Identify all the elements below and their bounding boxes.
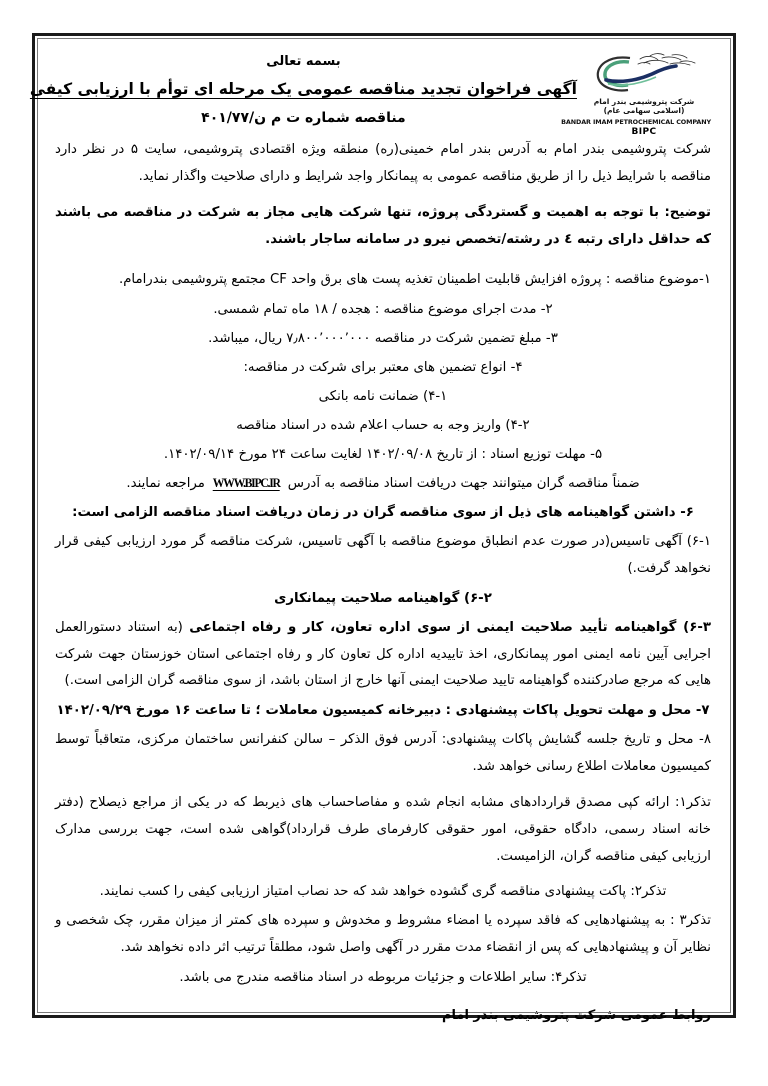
document-body (29, 36, 733, 1023)
note-2: تذکر۲: پاکت پیشنهادی مناقصه گری گشوده خواهد شد که حد نصاب امتیاز ارزیابی کیفی را کسب نمایند. (99, 884, 667, 900)
header-titles (0, 46, 577, 129)
logo-abbreviation: BIPC (631, 127, 657, 137)
document-footer: روابط عمومی شرکت پتروشیمی بندر امام (441, 1007, 711, 1023)
item-6-1-establishment-notice: ۶-۱) آگهی تاسیس(در صورت عدم انطباق موضوع مناقصه با آگهی تاسیس، شرکت مناقصه گر مورد ارزیابی کیفی قرار نخواهد گرفت.) (55, 534, 711, 577)
important-note: توضیح: با توجه به اهمیت و گستردگی پروژه، تنها شرکت هایی مجاز به شرکت در مناقصه می باشند که حداقل دارای رتبه ٤ در رشته/تخصص نیرو در سامانه ساجار باشند. (55, 204, 711, 247)
item-2-duration: ۲- مدت اجرای موضوع مناقصه : هجده / ۱۸ ماه تمام شمسی. (213, 302, 553, 318)
item-6-3-rest-part: (به استناد دستورالعمل اجرایی آیین نامه ایمنی امور پیمانکاری، اخذ تاییدیه اداره کل تعاون کار و رفاه اجتماعی استان خوزستان جهت شرکت هایی که مرجع صادرکننده گواهینامه تایید صلاحیت ایمنی آنها خارج از استان باشد، از سوی مناقصه گران الزامی است.) (55, 619, 711, 689)
page-title: آگهی فراخوان تجدید مناقصه عمومی یک مرحله ای توأم با ارزیابی کیفی (29, 79, 577, 98)
bipc-website-url[interactable]: WWW.BIPC.IR (212, 475, 280, 491)
item-6-certificates-heading: ۶- داشتن گواهینامه های ذیل از سوی مناقصه گران در زمان دریافت اسناد مناقصه الزامی است: (72, 505, 694, 521)
document-header (29, 46, 711, 137)
company-logo-block (561, 46, 711, 137)
tender-number: مناقصه شماره ت م ن/۴۰۱/۷۷ (201, 110, 406, 127)
note-4: تذکر۴: سایر اطلاعات و جزئیات مربوطه در اسناد مناقصه مندرج می باشد. (179, 970, 587, 986)
item-8-opening-session: ۸- محل و تاریخ جلسه گشایش پاکات پیشنهادی: آدرس فوق الذکر – سالن کنفرانس ساختمان مرکزی، متعاقباً توسط کمیسیون معاملات اطلاع رسانی خواهد شد. (55, 732, 711, 775)
spacer (55, 256, 711, 267)
item-4-guarantee-types: ۴- انواع تضمین های معتبر برای شرکت در مناقصه: (243, 360, 523, 376)
item-1-subject: ۱-موضوع مناقصه : پروژه افزایش قابلیت اطمینان تغذیه پست های برق واحد CF مجتمع پتروشیمی بندرامام. (118, 272, 711, 288)
item-7-envelope-delivery: ۷- محل و مهلت تحویل پاکات پیشنهادی : دبیرخانه کمیسیون معاملات ؛ تا ساعت ۱۶ مورخ ۱۴۰۲/۰۹/۲۹ (56, 703, 710, 719)
website-line-suffix: مراجعه نمایند. (126, 476, 205, 492)
item-4-1-bank-guarantee: ۴-۱) ضمانت نامه بانکی (318, 388, 448, 404)
bipc-logo-icon (584, 50, 704, 96)
item-4-2-deposit: ۴-۲) واریز وجه به حساب اعلام شده در اسناد مناقصه (236, 417, 530, 433)
item-6-3-bold-part: ۶-۳) گواهینامه تأیید صلاحیت ایمنی از سوی اداره تعاون، کار و رفاه اجتماعی (189, 619, 712, 635)
item-3-guarantee-amount: ۳- مبلغ تضمین شرکت در مناقصه ۷٫۸۰۰٬۰۰۰٬۰۰۰ ریال، میباشد. (208, 331, 558, 347)
website-line-prefix: ضمناً مناقصه گران میتوانند جهت دریافت اسناد مناقصه به آدرس (287, 476, 640, 492)
document-page-frame (29, 33, 736, 1023)
item-6-3-safety-qualification (55, 615, 711, 696)
basmala-text: بسمه تعالی (266, 54, 341, 69)
website-line (55, 470, 711, 498)
intro-paragraph: شرکت پتروشیمی بندر امام به آدرس بندر امام خمینی(ره) منطقه ویژه اقتصادی پتروشیمی، سایت ۵ در نظر دارد مناقصه با شرایط ذیل را از طریق مناقصه عمومی به پیمانکار واجد شرایط و دارای صلاحیت واگذار نماید. (55, 142, 711, 184)
item-6-2-contractor-qualification: ۶-۲) گواهینامه صلاحیت پیمانکاری (274, 590, 492, 606)
logo-company-name-fa: شرکت پتروشیمی بندر امام (اسلامی سهامی عام) (593, 97, 695, 115)
note-1: تذکر۱: ارائه کپی مصدق قراردادهای مشابه انجام شده و مفاصاحساب های ذیربط که در یکی از مراجع ذیصلاح (دفتر خانه اسناد رسمی، دادگاه حقوقی، امور حقوقی کارفرمای طرف قرارداد)گواهی شده است، جهت بررسی مدارک ارزیابی کیفی مناقصه گران، الزامیست. (55, 794, 711, 864)
logo-company-name-en: BANDAR IMAM PETROCHEMICAL COMPANY (561, 118, 711, 126)
item-5-document-distribution-period: ۵- مهلت توزیع اسناد : از تاریخ ۱۴۰۲/۰۹/۰۸ لغایت ساعت ۲۴ مورخ ۱۴۰۲/۰۹/۱۴. (163, 446, 603, 462)
note-3: تذکر۳ : به پیشنهادهایی که فاقد سپرده یا امضاء مشروط و مخدوش و سپرده های کمتر از میزان مقرر، چک شخصی و نظایر آن و پیشنهادهایی که پس از انقضاء مدت مقرر در آگهی واصل شود، مطلقاً ترتیب اثر داده نخواهد شد. (55, 913, 711, 956)
